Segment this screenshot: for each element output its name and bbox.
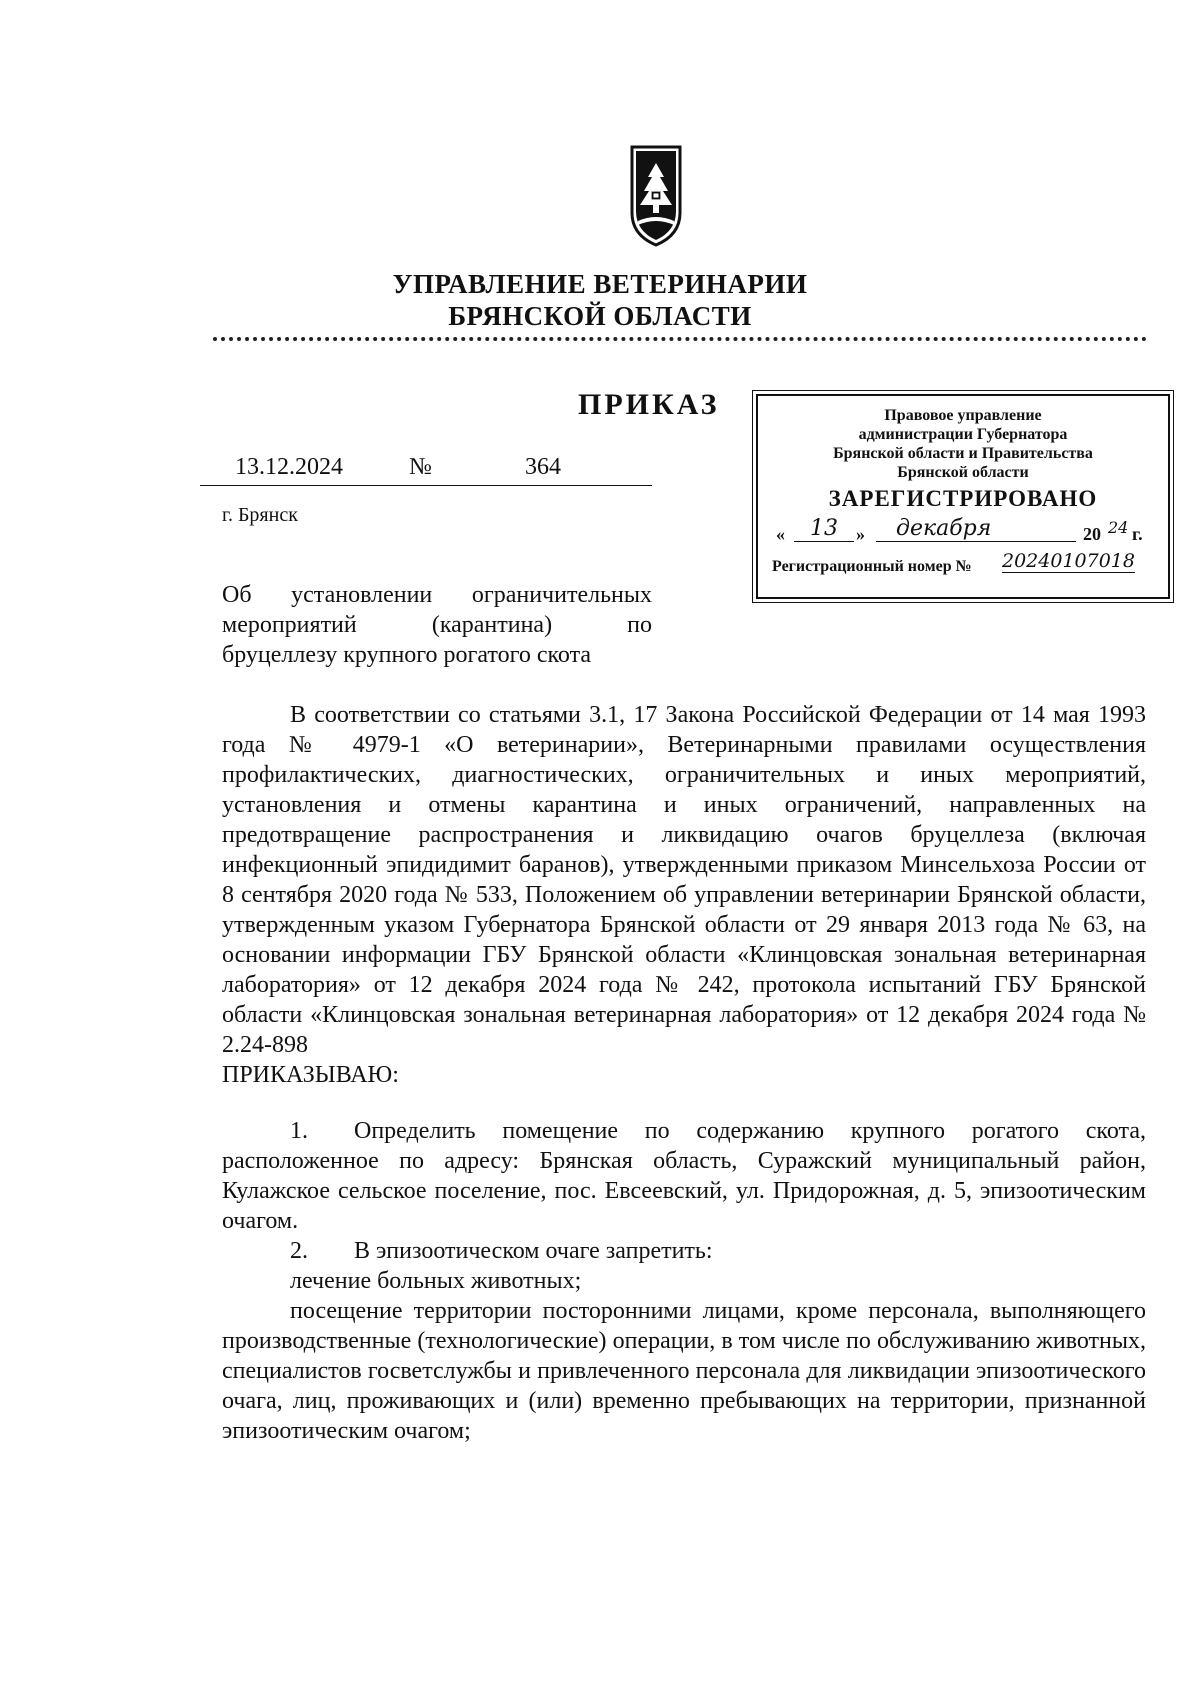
order-city: г. Брянск xyxy=(222,504,298,526)
subject-line2: мероприятий (карантина) по xyxy=(222,612,652,638)
subject-line3: бруцеллезу крупного рогатого скота xyxy=(222,642,592,668)
stamp-year-prefix: 20 xyxy=(1083,524,1101,544)
stamp-date xyxy=(758,516,1168,548)
stamp-status: ЗАРЕГИСТРИРОВАНО xyxy=(828,486,1098,511)
order-date: 13.12.2024 xyxy=(235,454,343,480)
subject-line1: Об установлении ограничительных xyxy=(222,582,652,608)
stamp-year-letter: г. xyxy=(1132,524,1143,544)
item-1-text: Определить помещение по содержанию крупного рогатого скота, расположенное по адресу: Брянская область, Суражский муниципальный район, Кулажское сельское поселение, пос. Евсеевский, ул. Придорожная, д. 5, эпизоотическим очагом. xyxy=(222,1118,1146,1234)
organization-name-line1: УПРАВЛЕНИЕ ВЕТЕРИНАРИИ xyxy=(392,269,808,299)
stamp-line1: Правовое управление xyxy=(884,407,1042,424)
item-2-text: В эпизоотическом очаге запретить: xyxy=(354,1238,713,1264)
stamp-registration-number xyxy=(758,550,1168,578)
item-2-sub-2: посещение территории посторонними лицами, кроме персонала, выполняющего производственные (технологические) операции, в том числе по обслуживанию животных, специалистов госветслужбы и привлеченного персонала для ликвидации эпизоотического очага, лиц, проживающих и (или) временно пребывающих на территории, признанной эпизоотическим очагом; xyxy=(222,1298,1146,1444)
item-2-sub-1: лечение больных животных; xyxy=(290,1268,582,1294)
stamp-reg-label: Регистрационный номер № xyxy=(772,558,972,575)
header-divider xyxy=(213,337,1147,341)
stamp-day-handwritten: 13 xyxy=(794,516,854,542)
stamp-line2: администрации Губернатора xyxy=(858,426,1068,443)
organization-name-line2: БРЯНСКОЙ ОБЛАСТИ xyxy=(448,301,752,331)
date-number-underline xyxy=(200,485,652,486)
order-number: 364 xyxy=(525,454,561,480)
item-1 xyxy=(222,1116,1146,1236)
stamp-reg-number-handwritten: 20240107018 xyxy=(1002,550,1135,572)
stamp-line3: Брянской области и Правительства xyxy=(833,445,1093,462)
preamble-paragraph: В соответствии со статьями 3.1, 17 Закона Российской Федерации от 14 мая 1993 года № 4979-1 «О ветеринарии», Ветеринарными правилами осуществления профилактических, диагностических, ограничительных и иных мероприятий, установления и отмены карантина и иных ограничений, направленных на предотвращение распространения и ликвидацию очагов бруцеллеза (включая инфекционный эпидидимит баранов), утвержденными приказом Минсельхоза России от 8 сентября 2020 года № 533, Положением об управлении ветеринарии Брянской области, утвержденным указом Губернатора Брянской области от 29 января 2013 года № 63, на основании информации ГБУ Брянской области «Клинцовская зональная ветеринарная лаборатория» от 12 декабря 2024 года № 242, протокола испытаний ГБУ Брянской области «Клинцовская зональная ветеринарная лаборатория» от 12 декабря 2024 года № 2.24-898 xyxy=(222,702,1146,1058)
document-type: ПРИКАЗ xyxy=(578,388,720,421)
stamp-quote-close: » xyxy=(856,524,865,544)
order-number-sign: № xyxy=(409,454,432,480)
order-word: ПРИКАЗЫВАЮ: xyxy=(222,1062,399,1088)
stamp-quote-open: « xyxy=(776,524,785,544)
organization-title xyxy=(200,268,1000,332)
item-2-number: 2. xyxy=(290,1238,308,1264)
coat-of-arms-icon xyxy=(626,143,686,249)
item-2 xyxy=(222,1236,1146,1266)
stamp-line4: Брянской области xyxy=(897,464,1029,481)
registration-stamp xyxy=(756,394,1170,599)
stamp-year-handwritten: 24 xyxy=(1108,518,1129,537)
order-body xyxy=(222,700,1146,1446)
item-1-number: 1. xyxy=(290,1118,308,1144)
stamp-month-handwritten: декабря xyxy=(876,516,1076,542)
order-subject xyxy=(222,580,652,670)
